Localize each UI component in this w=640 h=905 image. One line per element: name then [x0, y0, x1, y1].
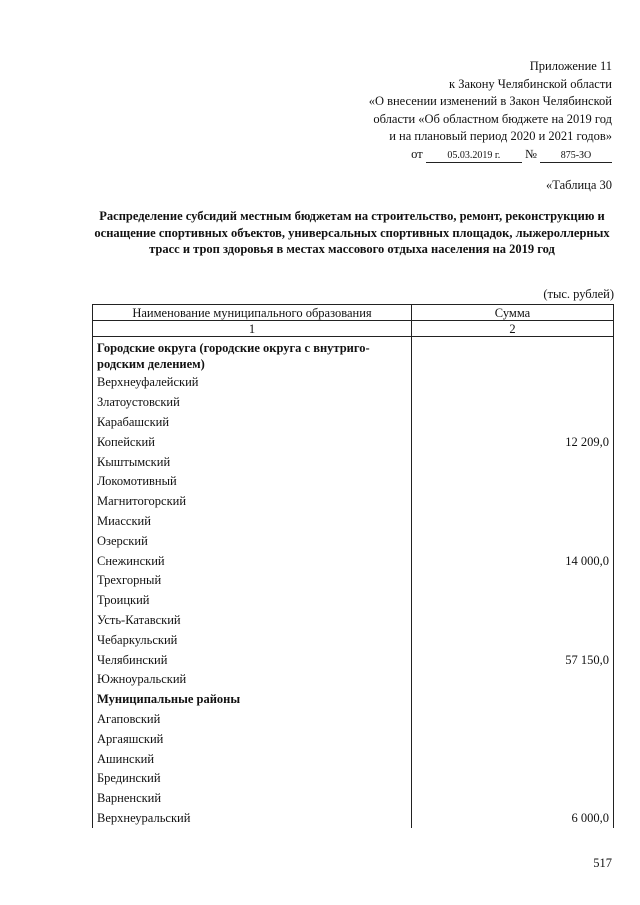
municipality-name: Чебаркульский [93, 630, 412, 650]
subsidy-amount: 57 150,0 [412, 650, 614, 670]
municipality-name: Челябинский [93, 650, 412, 670]
municipality-name: Ашинский [93, 749, 412, 769]
table-row [93, 710, 614, 730]
subsidy-amount [412, 512, 614, 532]
subsidy-amount [412, 571, 614, 591]
subsidy-amount [412, 452, 614, 472]
table-row [93, 630, 614, 650]
table-row [93, 809, 614, 829]
table-row [93, 393, 614, 413]
appendix-line: «О внесении изменений в Закон Челябинской [368, 94, 612, 108]
table-row [93, 571, 614, 591]
municipality-name: Магнитогорский [93, 492, 412, 512]
municipality-name: Локомотивный [93, 472, 412, 492]
subsidy-amount [412, 373, 614, 393]
table-group-row [93, 337, 614, 374]
municipality-name: Кыштымский [93, 452, 412, 472]
municipality-name: Миасский [93, 512, 412, 532]
municipality-name: Троицкий [93, 591, 412, 611]
municipality-name: Верхнеуральский [93, 809, 412, 829]
header-name: Наименование муниципального образования [93, 305, 412, 321]
table-row [93, 769, 614, 789]
table-row [93, 789, 614, 809]
page-number: 517 [593, 856, 612, 870]
subsidy-amount [412, 729, 614, 749]
table-row [93, 413, 614, 433]
column-number-2: 2 [412, 321, 614, 337]
subsidy-amount [412, 472, 614, 492]
appendix-line: Приложение 11 [529, 59, 612, 73]
table-group-row [93, 690, 614, 710]
subsidy-amount [412, 630, 614, 650]
table-row [93, 432, 614, 452]
municipality-name: Усть-Катавский [93, 611, 412, 631]
law-number: 875-ЗО [540, 150, 612, 163]
subsidy-amount [412, 710, 614, 730]
table-row [93, 611, 614, 631]
municipality-name: Агаповский [93, 710, 412, 730]
header-sum: Сумма [412, 305, 614, 321]
table-row [93, 650, 614, 670]
table-row [93, 452, 614, 472]
municipality-name: Трехгорный [93, 571, 412, 591]
table-row [93, 551, 614, 571]
municipality-name: Аргаяшский [93, 729, 412, 749]
table-row [93, 472, 614, 492]
subsidy-amount [412, 670, 614, 690]
municipality-name [93, 337, 412, 374]
subsidy-amount: 12 209,0 [412, 432, 614, 452]
group-name-line: Городские округа (городские округа с внутриго- [97, 341, 370, 355]
subsidy-table [92, 304, 614, 828]
municipality-name: Озерский [93, 531, 412, 551]
table-row [93, 373, 614, 393]
table-row [93, 749, 614, 769]
subsidy-amount [412, 749, 614, 769]
appendix-header [282, 58, 612, 163]
subsidy-amount [412, 337, 614, 374]
table-row [93, 670, 614, 690]
municipality-name: Карабашский [93, 413, 412, 433]
subsidy-amount [412, 769, 614, 789]
table-reference: «Таблица 30 [546, 178, 612, 192]
municipality-name: Копейский [93, 432, 412, 452]
subsidy-amount: 6 000,0 [412, 809, 614, 829]
subsidy-amount [412, 591, 614, 611]
number-prefix: № [524, 146, 537, 161]
column-number-1: 1 [93, 321, 412, 337]
subsidy-amount [412, 789, 614, 809]
subsidy-amount [412, 611, 614, 631]
table-row [93, 729, 614, 749]
column-number-row [93, 321, 614, 337]
municipality-name: Снежинский [93, 551, 412, 571]
unit-label: (тыс. рублей) [543, 287, 614, 301]
appendix-line: области «Об областном бюджете на 2019 год [373, 111, 612, 126]
subsidy-amount [412, 531, 614, 551]
table-row [93, 492, 614, 512]
group-name-line: родским делением) [97, 357, 205, 371]
subsidy-amount [412, 393, 614, 413]
appendix-line: к Закону Челябинской области [449, 76, 612, 91]
table-row [93, 512, 614, 532]
law-date-line [282, 146, 612, 164]
municipality-name: Варненский [93, 789, 412, 809]
table-row [93, 591, 614, 611]
subsidy-amount [412, 413, 614, 433]
municipality-name: Верхнеуфалейский [93, 373, 412, 393]
subsidy-amount: 14 000,0 [412, 551, 614, 571]
document-title: Распределение субсидий местным бюджетам на строительство, ремонт, реконструкцию и оснащение спортивных объектов, универсальных спортивных площадок, лыжероллерных трасс и троп здоровья в местах массового отдыха населения на 2019 год [94, 209, 610, 256]
date-prefix: от [411, 146, 423, 161]
subsidy-amount [412, 492, 614, 512]
subsidy-amount [412, 690, 614, 710]
municipality-name: Златоустовский [93, 393, 412, 413]
table-header-row [93, 305, 614, 321]
municipality-name: Муниципальные районы [93, 690, 412, 710]
table-row [93, 531, 614, 551]
law-date: 05.03.2019 г. [426, 150, 522, 163]
appendix-line: и на плановый период 2020 и 2021 годов» [389, 129, 612, 143]
municipality-name: Южноуральский [93, 670, 412, 690]
municipality-name: Брединский [93, 769, 412, 789]
